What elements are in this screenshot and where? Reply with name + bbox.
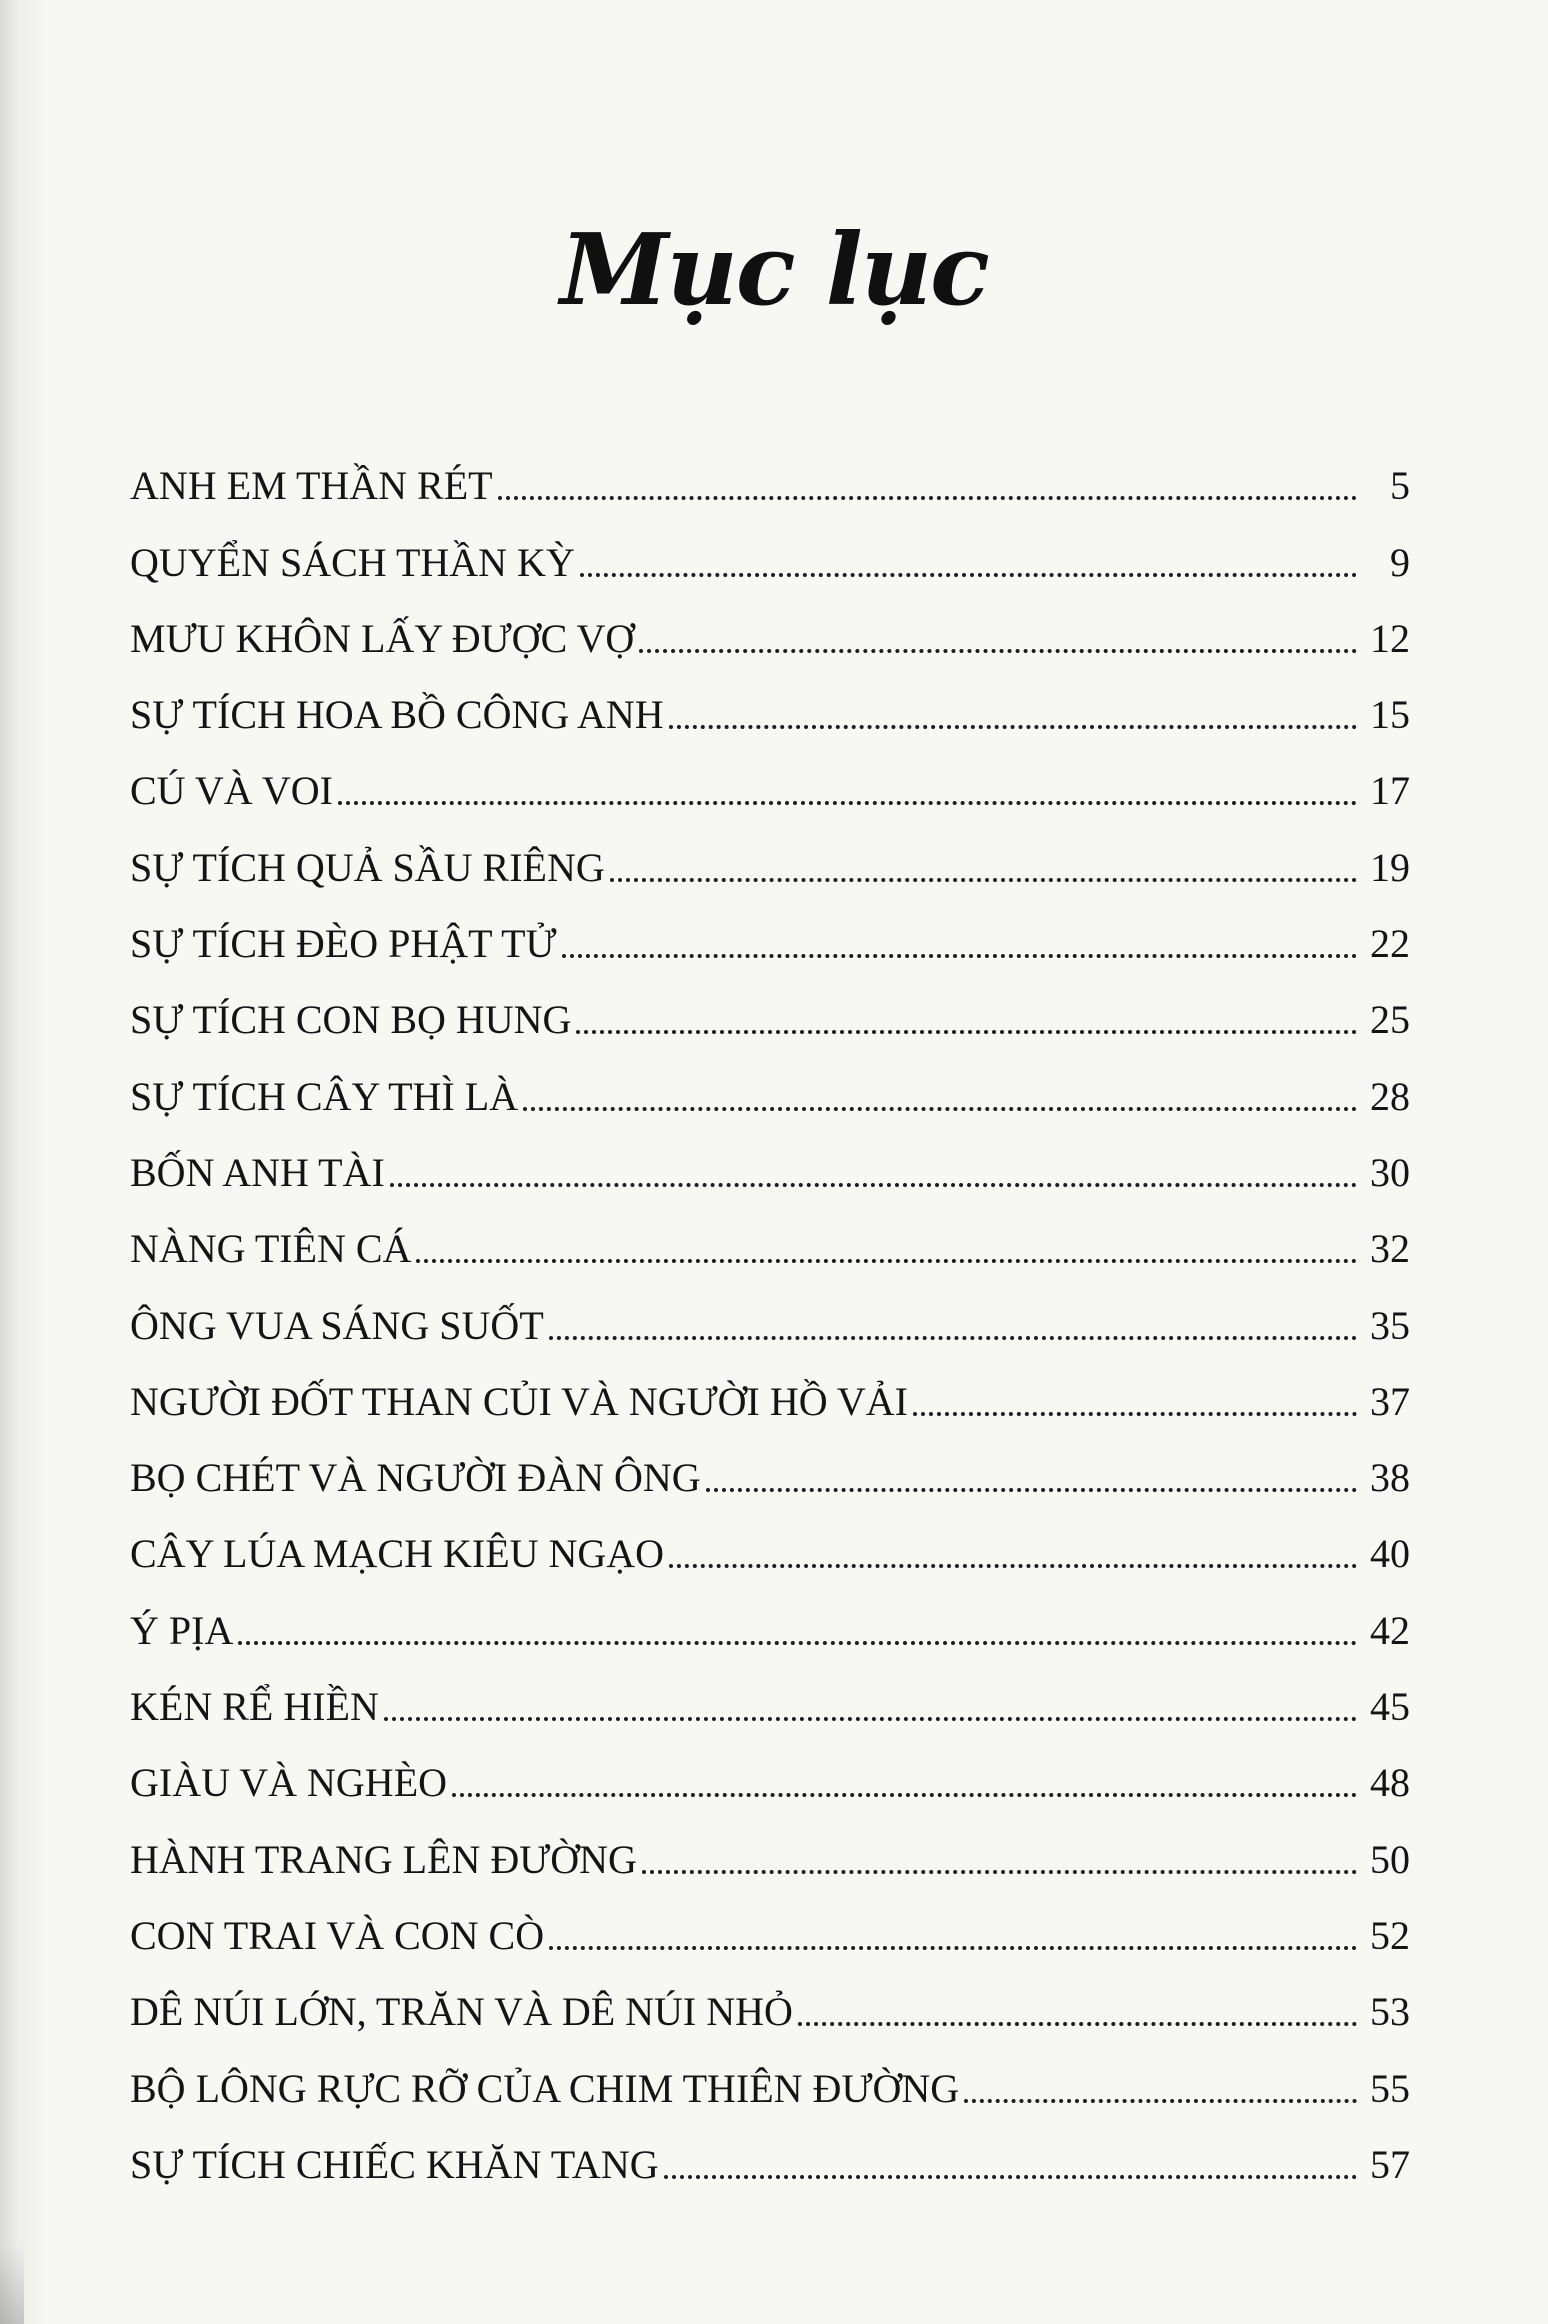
dot-leader bbox=[964, 2099, 1357, 2103]
toc-entry-title: SỰ TÍCH ĐÈO PHẬT TỬ bbox=[130, 921, 557, 967]
dot-leader bbox=[798, 2022, 1357, 2026]
toc-row bbox=[130, 1498, 1410, 1577]
toc-entry-title: NGƯỜI ĐỐT THAN CỦI VÀ NGƯỜI HỒ VẢI bbox=[130, 1378, 908, 1424]
toc-row bbox=[130, 506, 1410, 585]
toc-row bbox=[130, 888, 1410, 967]
toc-entry-title: SỰ TÍCH QUẢ SẦU RIÊNG bbox=[130, 844, 605, 890]
toc-entry-title: BỐN ANH TÀI bbox=[130, 1149, 385, 1195]
toc-row bbox=[130, 811, 1410, 890]
toc-page-number: 52 bbox=[1370, 1912, 1410, 1958]
page-edge-shadow bbox=[0, 2244, 24, 2324]
toc-page-number: 40 bbox=[1370, 1531, 1410, 1577]
toc-page-number: 15 bbox=[1370, 692, 1410, 738]
toc-page-number: 25 bbox=[1370, 997, 1410, 1043]
page-title: Mục lục bbox=[560, 213, 988, 328]
dot-leader bbox=[913, 1412, 1357, 1416]
toc-row bbox=[130, 2109, 1410, 2185]
dot-leader bbox=[706, 1488, 1357, 1492]
toc-page-number: 22 bbox=[1370, 921, 1410, 967]
dot-leader bbox=[669, 725, 1357, 729]
toc-entry-title: SỰ TÍCH HOA BỒ CÔNG ANH bbox=[130, 692, 664, 738]
table-of-contents bbox=[130, 430, 1410, 2185]
toc-row bbox=[130, 1269, 1410, 1348]
toc-page-number: 30 bbox=[1370, 1149, 1410, 1195]
toc-entry-title: GIÀU VÀ NGHÈO bbox=[130, 1760, 448, 1806]
dot-leader bbox=[523, 1107, 1357, 1111]
toc-page-number: 57 bbox=[1370, 2141, 1410, 2187]
toc-row bbox=[130, 1651, 1410, 1730]
toc-entry-title: BỘ LÔNG RỰC RỠ CỦA CHIM THIÊN ĐƯỜNG bbox=[130, 2065, 960, 2111]
toc-page-number: 42 bbox=[1370, 1607, 1410, 1653]
dot-leader bbox=[390, 1183, 1357, 1187]
toc-entry-title: QUYỂN SÁCH THẦN KỲ bbox=[130, 539, 575, 585]
dot-leader bbox=[452, 1793, 1357, 1797]
toc-row bbox=[130, 2032, 1410, 2111]
toc-entry-title: SỰ TÍCH CHIẾC KHĂN TANG bbox=[130, 2141, 659, 2187]
toc-entry-title: NÀNG TIÊN CÁ bbox=[130, 1226, 412, 1272]
toc-page-number: 35 bbox=[1370, 1302, 1410, 1348]
dot-leader bbox=[610, 878, 1357, 882]
dot-leader bbox=[639, 649, 1357, 653]
toc-entry-title: DÊ NÚI LỚN, TRĂN VÀ DÊ NÚI NHỎ bbox=[130, 1989, 793, 2035]
dot-leader bbox=[642, 1870, 1357, 1874]
dot-leader bbox=[338, 801, 1357, 805]
toc-page-number: 45 bbox=[1370, 1684, 1410, 1730]
dot-leader bbox=[416, 1259, 1357, 1263]
dot-leader bbox=[580, 573, 1357, 577]
toc-page-number: 55 bbox=[1370, 2065, 1410, 2111]
toc-entry-title: CÂY LÚA MẠCH KIÊU NGẠO bbox=[130, 1531, 665, 1577]
toc-row bbox=[130, 1574, 1410, 1653]
dot-leader bbox=[549, 1946, 1357, 1950]
toc-row bbox=[130, 1193, 1410, 1272]
toc-row bbox=[130, 1803, 1410, 1882]
toc-row bbox=[130, 1117, 1410, 1193]
toc-entry-title: SỰ TÍCH CÂY THÌ LÀ bbox=[130, 1073, 519, 1119]
toc-entry-title: HÀNH TRANG LÊN ĐƯỜNG bbox=[130, 1836, 637, 1882]
toc-page-number: 17 bbox=[1370, 768, 1410, 814]
toc-entry-title: Ý PỊA bbox=[130, 1607, 234, 1653]
dot-leader bbox=[562, 954, 1357, 958]
toc-page-number: 12 bbox=[1370, 615, 1410, 661]
toc-entry-title: MƯU KHÔN LẤY ĐƯỢC VỢ bbox=[130, 615, 635, 661]
toc-page-number: 48 bbox=[1370, 1760, 1410, 1806]
toc-page-number: 9 bbox=[1390, 539, 1410, 585]
toc-page-number: 28 bbox=[1370, 1073, 1410, 1119]
toc-row bbox=[130, 1422, 1410, 1501]
toc-row bbox=[130, 1727, 1410, 1806]
dot-leader bbox=[498, 496, 1357, 500]
toc-page-number: 32 bbox=[1370, 1226, 1410, 1272]
dot-leader bbox=[576, 1030, 1357, 1034]
dot-leader bbox=[238, 1641, 1357, 1645]
toc-row bbox=[130, 964, 1410, 1043]
toc-row bbox=[130, 1346, 1410, 1422]
dot-leader bbox=[549, 1336, 1357, 1340]
toc-entry-title: CON TRAI VÀ CON CÒ bbox=[130, 1912, 545, 1958]
toc-entry-title: ANH EM THẦN RÉT bbox=[130, 463, 493, 509]
toc-page-number: 38 bbox=[1370, 1455, 1410, 1501]
toc-entry-title: KÉN RỂ HIỀN bbox=[130, 1684, 379, 1730]
toc-entry-title: ÔNG VUA SÁNG SUỐT bbox=[130, 1302, 544, 1348]
toc-row bbox=[130, 659, 1410, 738]
toc-row bbox=[130, 1880, 1410, 1956]
toc-page-number: 53 bbox=[1370, 1989, 1410, 2035]
toc-entry-title: CÚ VÀ VOI bbox=[130, 768, 333, 814]
toc-page-number: 19 bbox=[1370, 844, 1410, 890]
toc-page-number: 5 bbox=[1390, 463, 1410, 509]
dot-leader bbox=[669, 1564, 1357, 1568]
toc-row bbox=[130, 1040, 1410, 1119]
toc-page-number: 50 bbox=[1370, 1836, 1410, 1882]
toc-entry-title: BỌ CHÉT VÀ NGƯỜI ĐÀN ÔNG bbox=[130, 1455, 701, 1501]
toc-entry-title: SỰ TÍCH CON BỌ HUNG bbox=[130, 997, 572, 1043]
toc-row bbox=[130, 430, 1410, 509]
dot-leader bbox=[384, 1717, 1357, 1721]
toc-row bbox=[130, 735, 1410, 814]
dot-leader bbox=[664, 2175, 1357, 2179]
toc-row bbox=[130, 583, 1410, 659]
toc-page-number: 37 bbox=[1370, 1378, 1410, 1424]
toc-row bbox=[130, 1956, 1410, 2035]
